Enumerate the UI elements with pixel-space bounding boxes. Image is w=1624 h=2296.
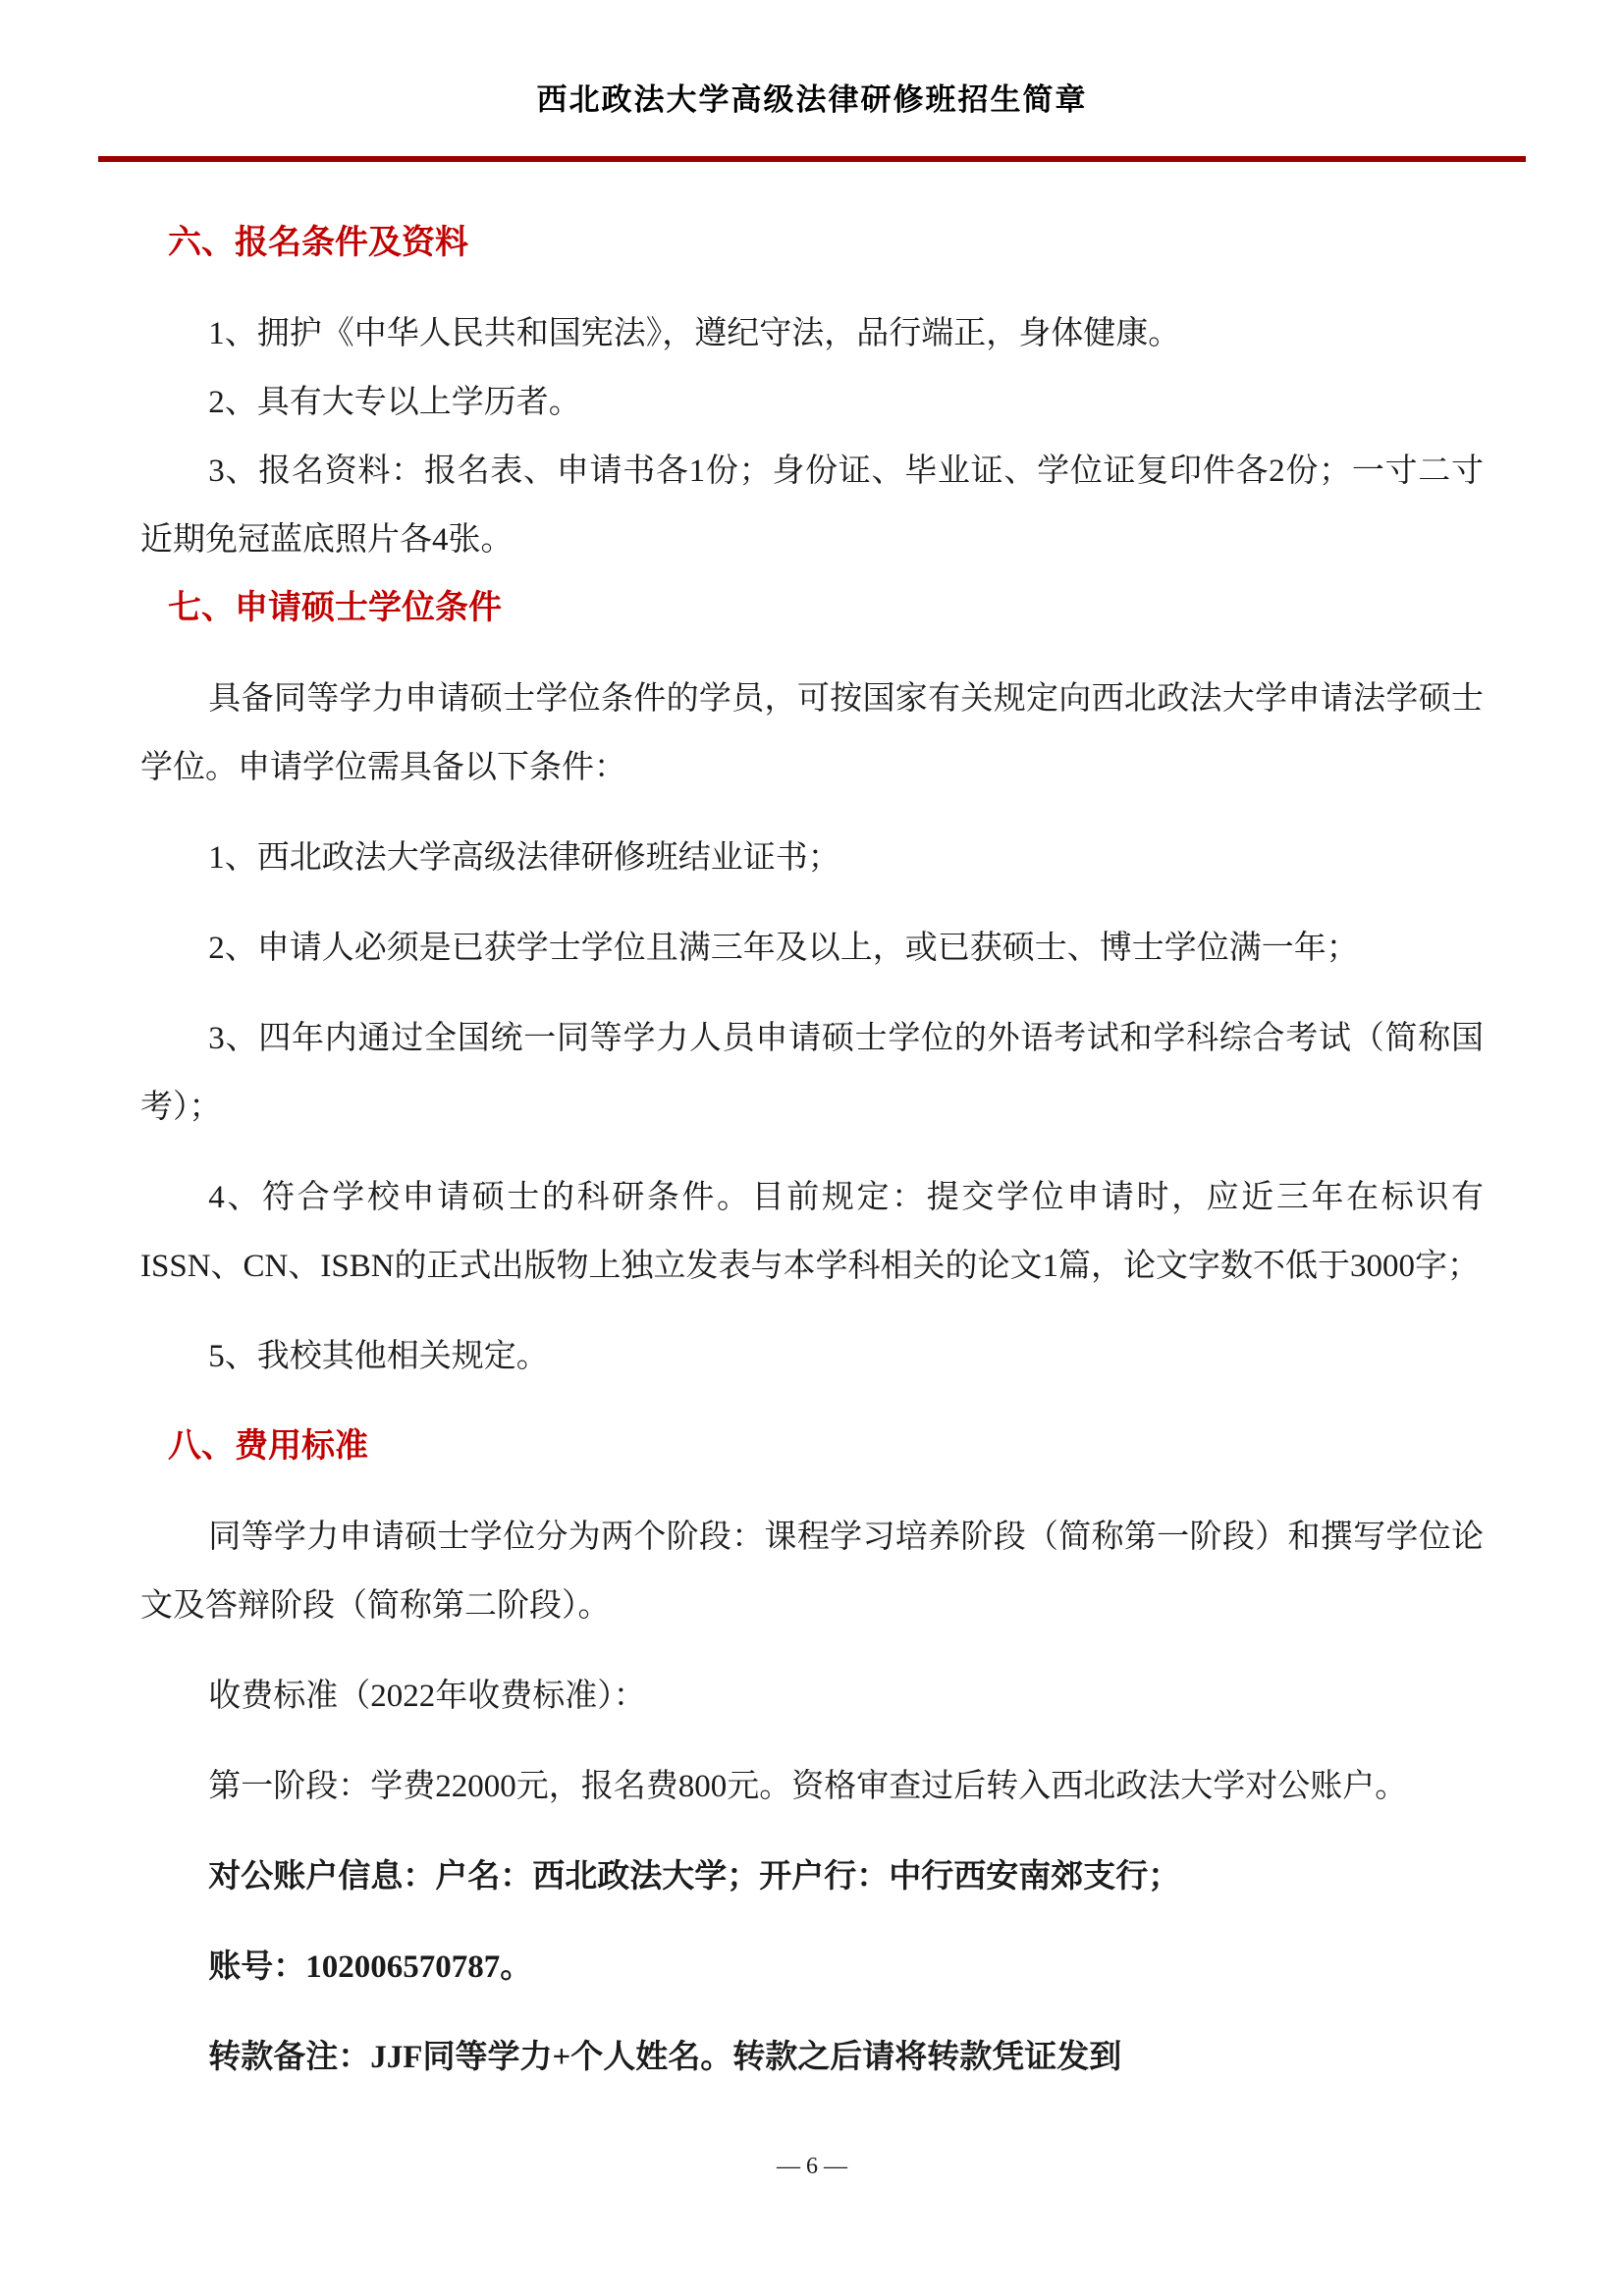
- section-heading-7-masters-degree-conditions: 七、申请硕士学位条件: [168, 590, 502, 626]
- paragraph-stage-1-tuition: 第一阶段：学费22000元，报名费800元。资格审查过后转入西北政法大学对公账户。: [208, 1769, 1408, 1804]
- paragraph-item-2-education: 2、具有大专以上学历者。: [208, 385, 581, 420]
- paragraph-fee-stages-intro: 同等学力申请硕士学位分为两个阶段：课程学习培养阶段（简称第一阶段）和撰写学位论文及答辩阶段（简称第二阶段）。: [140, 1520, 1484, 1624]
- document-body: [0, 162, 1624, 2092]
- paragraph-condition-5-other-rules: 5、我校其他相关规定。: [208, 1339, 549, 1374]
- section-heading-6-application-requirements: 六、报名条件及资料: [168, 225, 468, 261]
- paragraph-account-number: 账号：102006570787。: [208, 1949, 533, 1985]
- page-number: — 6 —: [777, 2154, 847, 2179]
- paragraph-condition-3-national-exam: 3、四年内通过全国统一同等学力人员申请硕士学位的外语考试和学科综合考试（简称国考）；: [140, 1021, 1484, 1125]
- paragraph-fee-standard-2022: 收费标准（2022年收费标准）：: [208, 1679, 646, 1714]
- paragraph-corporate-account-info: 对公账户信息：户名：西北政法大学；开户行：中行西安南郊支行；: [208, 1859, 1181, 1895]
- paragraph-item-1-constitution: 1、拥护《中华人民共和国宪法》，遵纪守法，品行端正，身体健康。: [208, 316, 1181, 351]
- paragraph-transfer-remark: 转款备注：JJF同等学力+个人姓名。转款之后请将转款凭证发到: [208, 2040, 1122, 2075]
- document-title: 西北政法大学高级法律研修班招生简章: [536, 82, 1088, 117]
- document-footer: [0, 2154, 1624, 2180]
- paragraph-condition-4-research-publication: 4、符合学校申请硕士的科研条件。目前规定：提交学位申请时，应近三年在标识有ISSN、CN、ISBN的正式出版物上独立发表与本学科相关的论文1篇，论文字数不低于3000字；: [140, 1180, 1484, 1284]
- paragraph-degree-intro: 具备同等学力申请硕士学位条件的学员，可按国家有关规定向西北政法大学申请法学硕士学位。申请学位需具备以下条件：: [140, 681, 1484, 785]
- paragraph-condition-1-certificate: 1、西北政法大学高级法律研修班结业证书；: [208, 840, 840, 876]
- paragraph-item-3-materials: 3、报名资料：报名表、申请书各1份；身份证、毕业证、学位证复印件各2份；一寸二寸近期免冠蓝底照片各4张。: [140, 454, 1484, 558]
- paragraph-condition-2-bachelor-years: 2、申请人必须是已获学士学位且满三年及以上，或已获硕士、博士学位满一年；: [208, 931, 1359, 966]
- document-header: [0, 0, 1624, 119]
- section-heading-8-fee-standards: 八、费用标准: [168, 1428, 368, 1465]
